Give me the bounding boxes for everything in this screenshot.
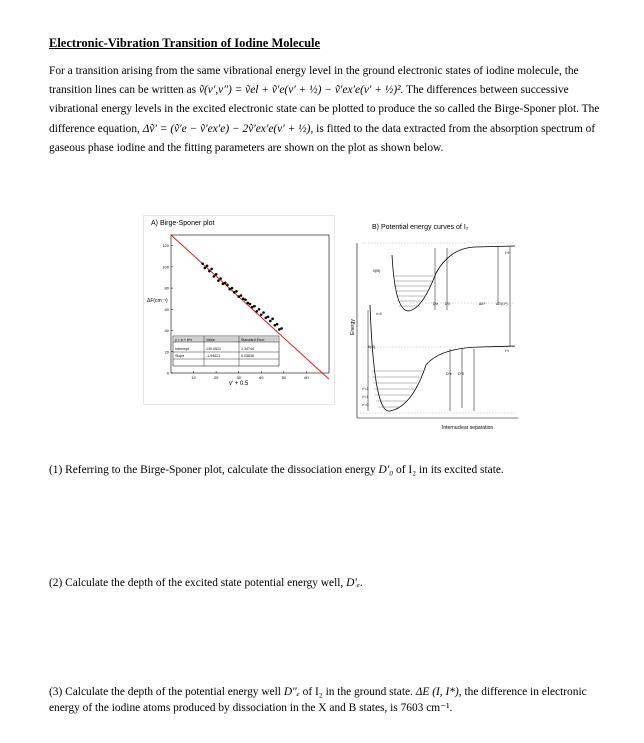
label-vpp0: v″=0 <box>362 403 369 407</box>
data-point <box>271 318 274 321</box>
table-intercept-error: 1.34744 <box>241 347 254 351</box>
label-vpp1: v″=1 <box>362 395 369 399</box>
data-point <box>255 310 258 313</box>
data-point <box>210 268 213 271</box>
q3-tail-2: , the difference in electronic energy of the iodine atoms produced by dissociation in the X and B states, is 7603 cm⁻¹. <box>49 686 587 714</box>
table-slope-error: 0.03636 <box>241 354 254 358</box>
y-tick-label: 40 <box>164 328 169 334</box>
y-tick-label: 120 <box>162 243 169 249</box>
y-tick-label: 60 <box>164 306 169 312</box>
x-tick-label: 50 <box>281 375 287 380</box>
q3-lead: (3) Calculate the depth of the potential energy well <box>49 686 284 698</box>
table-slope-value: -1.94021 <box>206 354 221 358</box>
x-tick-label: 20 <box>213 375 219 380</box>
question-3 <box>49 684 609 716</box>
q1-symbol: D′₀ <box>378 464 394 476</box>
data-point <box>235 290 238 293</box>
y-tick-label: 100 <box>162 264 169 270</box>
data-point <box>201 262 204 265</box>
plot-a-xlabel: v′ + 0.5 <box>229 381 249 387</box>
plot-b-title: B) Potential energy curves of I₂ <box>372 224 469 231</box>
data-point <box>219 277 222 280</box>
y-tick-label: 20 <box>164 349 169 355</box>
data-point <box>242 297 245 300</box>
x-tick-label: 40 <box>259 375 264 380</box>
data-point <box>258 308 261 311</box>
plot-a-title: A) Birge-Sponer plot <box>151 220 215 227</box>
x-tick-label: 30 <box>236 375 241 380</box>
data-point <box>204 267 207 270</box>
data-point <box>233 291 236 294</box>
label-i-i: I+I <box>505 349 510 353</box>
data-point <box>222 283 225 286</box>
question-1 <box>49 462 609 478</box>
table-intercept-value: 130.0521 <box>206 347 221 351</box>
label-de-b: D′e <box>433 302 439 306</box>
table-header-equation: y = a + b*x <box>175 338 193 342</box>
q1-tail: of I₂ in its excited state. <box>393 464 504 476</box>
difference-equation: Δṽ′ = (ṽ′e − ṽ′ex′e) − 2ṽ′ex′e(v′ + ½), <box>142 122 314 135</box>
data-point <box>267 315 270 318</box>
data-point <box>206 264 209 267</box>
label-dei: ΔE(I,I*) <box>496 302 508 306</box>
intro-text-3: is fitted to the data extracted from the absorption spectrum of gaseous phase iodine and the fitting parameters are shown on the plot as shown below. <box>49 122 596 154</box>
q1-lead: (1) Referring to the Birge-Sponer plot, calculate the dissociation energy <box>49 464 379 476</box>
y-tick-label: 0 <box>166 370 169 376</box>
data-point <box>244 298 247 301</box>
y-tick-label: 80 <box>164 285 169 291</box>
intro-text-2: The differences between successive vibrational energy levels in the excited electronic state can be plotted to produce the so called the Birge-Sponer plot. The difference equation, <box>49 84 600 135</box>
data-point <box>217 279 220 282</box>
label-vp0: v′=0 <box>376 312 382 316</box>
q2-lead: (2) Calculate the depth of the excited state potential energy well, <box>49 577 347 589</box>
birge-sponer-plot <box>143 215 335 405</box>
data-point <box>228 288 231 291</box>
data-point <box>265 317 268 320</box>
data-point <box>280 327 283 330</box>
data-point <box>274 324 277 327</box>
q2-symbol: D′ₑ <box>346 577 360 589</box>
table-slope-label: Slope <box>175 354 185 358</box>
intro-text-1: For a transition arising from the same vibrational energy level in the ground electronic states of iodine molecule, the transition lines can be written as <box>49 65 579 97</box>
x-tick-label: 10 <box>191 375 196 380</box>
data-point <box>208 270 211 273</box>
q3-tail: of I₂ in the ground state. <box>299 686 416 698</box>
data-point <box>215 273 218 276</box>
x-state-curve <box>370 305 515 411</box>
q3-symbol-2: ΔE (I, I*) <box>415 686 459 698</box>
label-dde: ΔE* <box>479 302 486 306</box>
label-d0-x: D″0 <box>458 372 464 376</box>
data-point <box>269 320 272 323</box>
table-header-error: Standard Error <box>241 338 265 342</box>
plot-a-ylabel: ΔF(cm⁻¹) <box>147 298 168 304</box>
data-point <box>246 302 249 305</box>
intro-paragraph <box>49 62 609 158</box>
label-d0-b: D′0 <box>445 302 451 306</box>
label-i-istar: I+I* <box>505 251 511 255</box>
potential-energy-curves <box>340 215 530 440</box>
data-point <box>231 287 234 290</box>
data-point <box>213 275 216 278</box>
data-point <box>251 306 254 309</box>
fit-table <box>173 336 279 366</box>
transition-equation: ṽ(v′,v″) = ṽel + ṽ′e(v′ + ½) − ṽ′ex′e(v′ + ½)². <box>198 84 404 97</box>
data-point <box>226 284 229 287</box>
table-header-value: Value <box>206 338 215 342</box>
label-vx: ṽ(X) <box>368 344 376 349</box>
label-vpp2: v″=2 <box>362 387 369 391</box>
data-point <box>276 323 279 326</box>
label-vb: ṽ(B) <box>373 268 381 273</box>
table-intercept-label: Intercept <box>175 347 189 351</box>
energy-arrows <box>368 247 510 411</box>
data-point <box>249 303 252 306</box>
q3-symbol: D″ₑ <box>283 686 300 698</box>
data-point <box>237 295 240 298</box>
data-point <box>262 311 265 314</box>
page-title: Electronic-Vibration Transition of Iodine Molecule <box>49 36 321 50</box>
q2-tail: . <box>359 577 363 589</box>
plot-b-xlabel: Internuclear separation <box>442 425 494 431</box>
x-tick-label: 60 <box>304 375 309 380</box>
data-point <box>240 294 243 297</box>
data-point <box>224 281 227 284</box>
data-point <box>253 305 256 308</box>
question-2 <box>49 575 609 591</box>
label-de-x: D″e <box>446 372 452 376</box>
data-point <box>278 328 281 331</box>
data-point <box>260 313 263 316</box>
plot-b-ylabel: Energy <box>350 319 356 335</box>
